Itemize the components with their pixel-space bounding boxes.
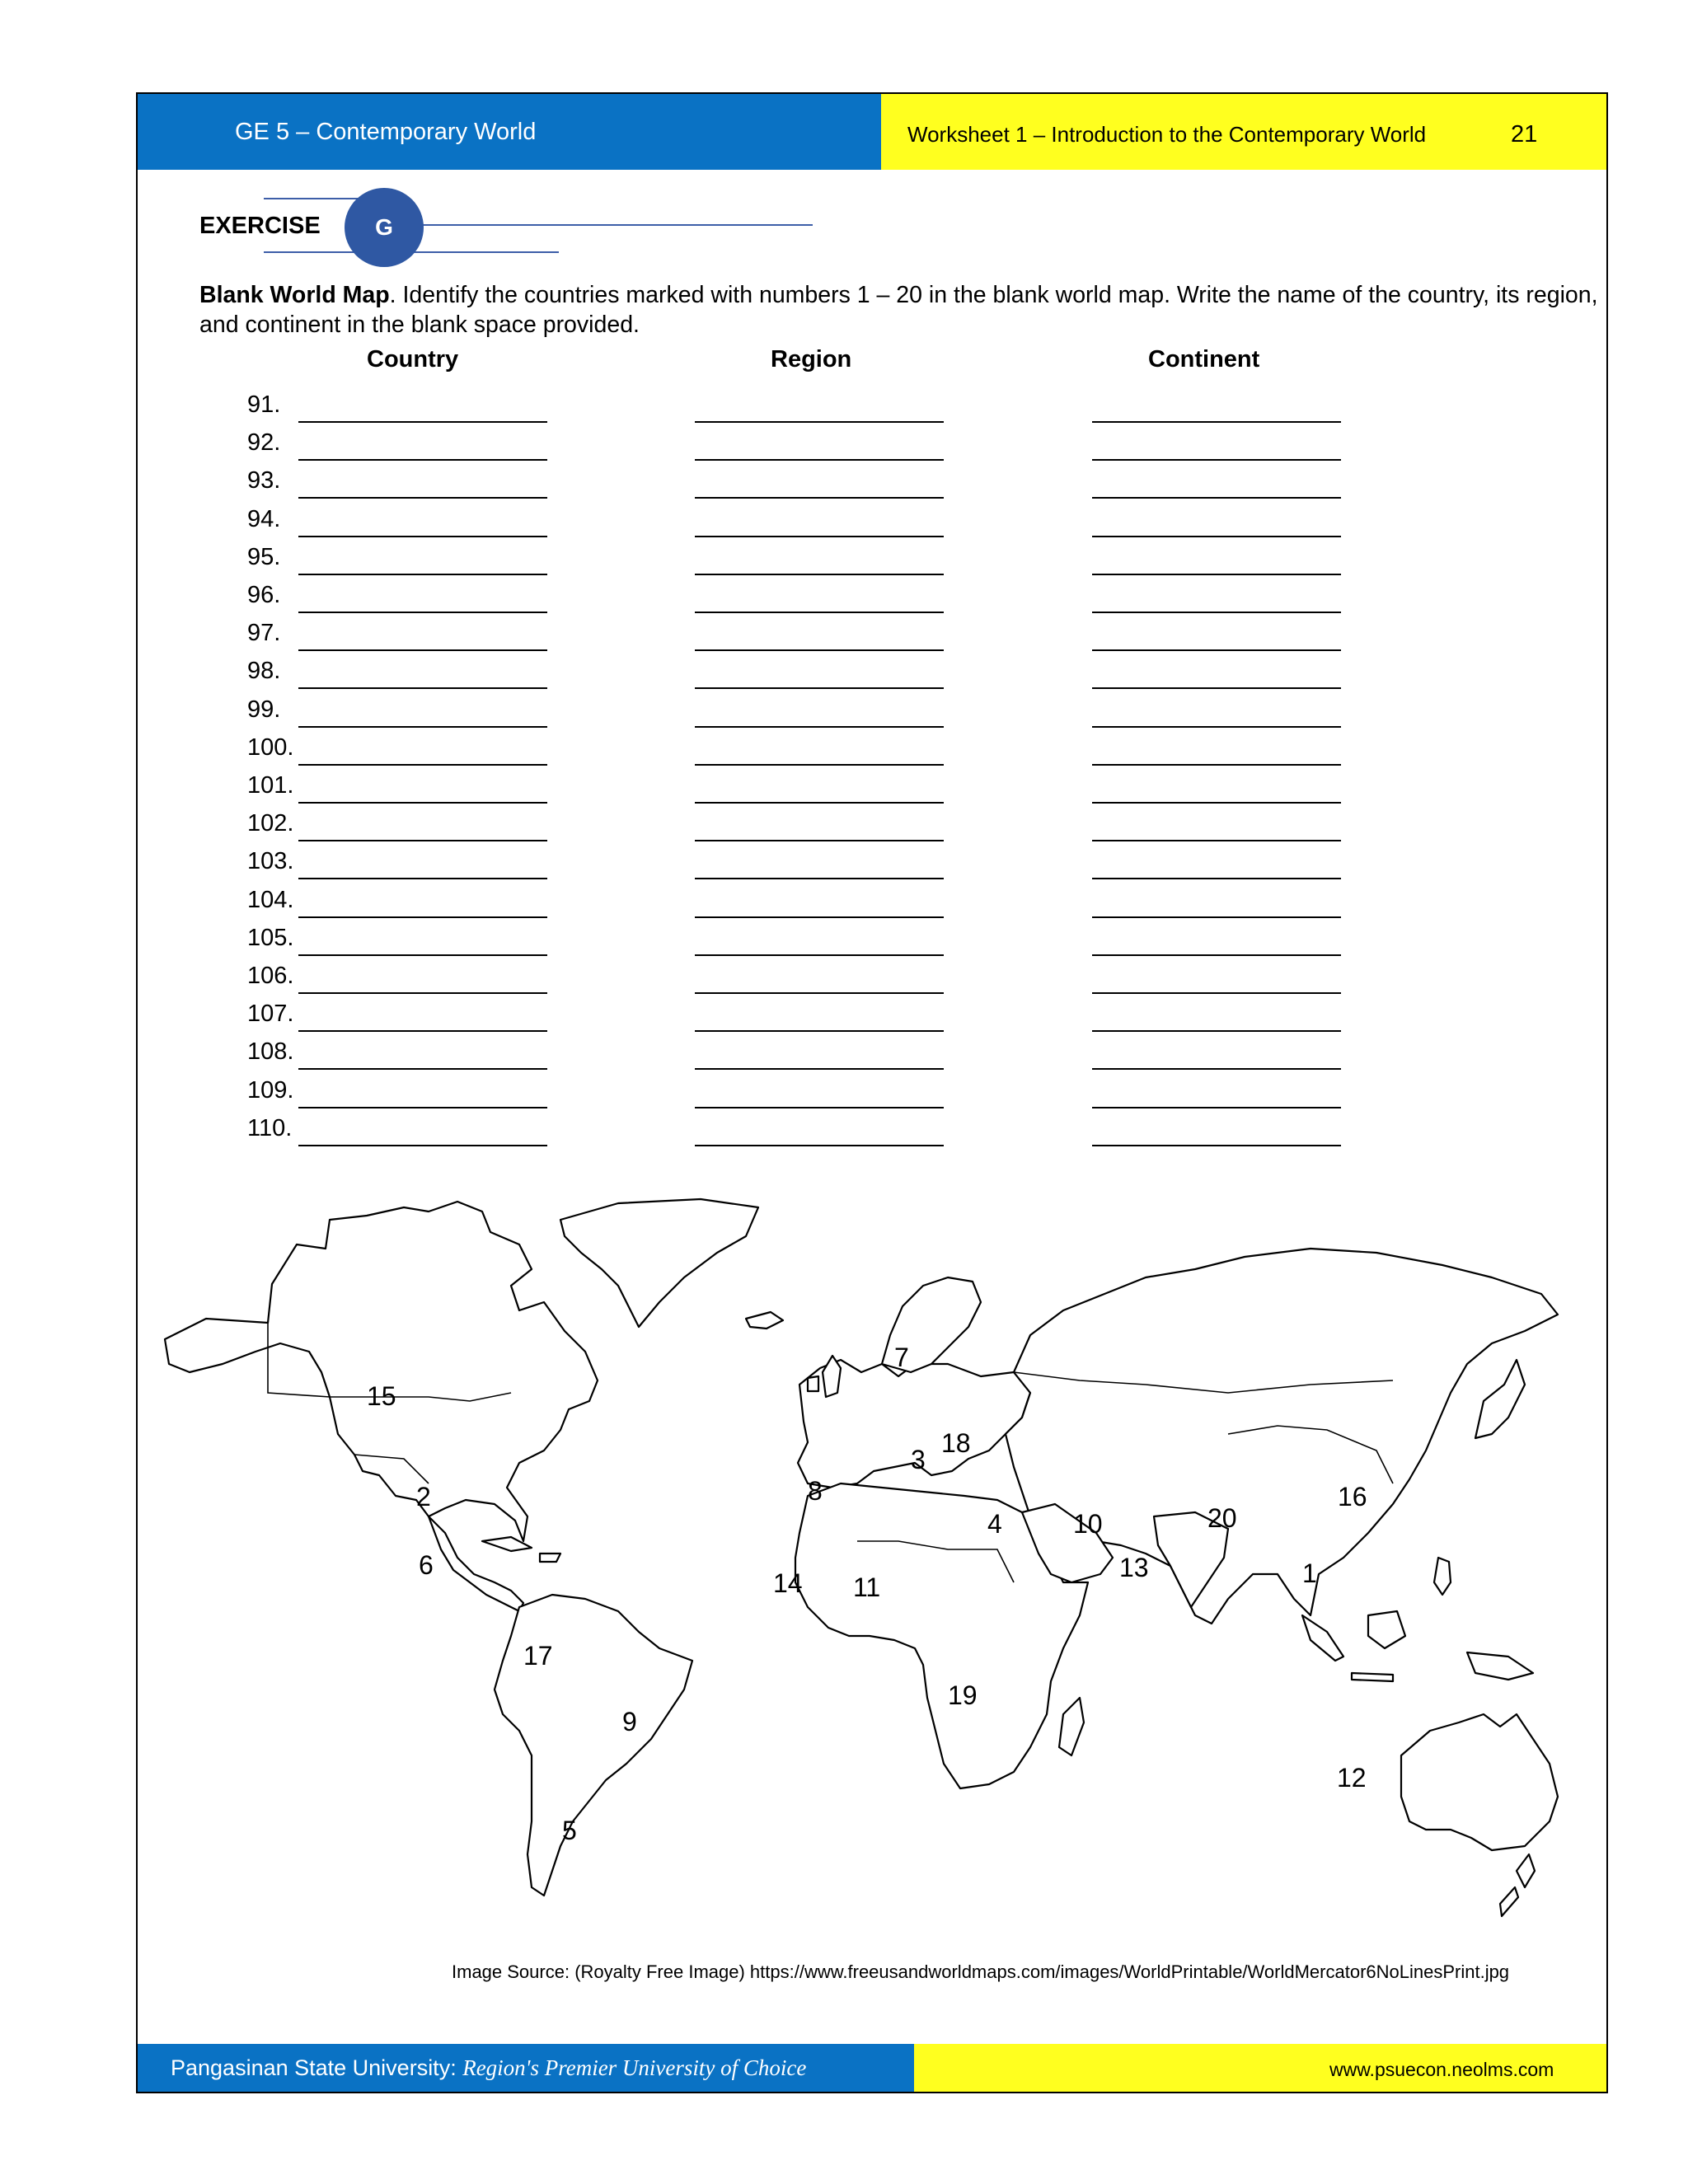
region-blank[interactable] [695, 649, 944, 651]
item-number: 96. [247, 582, 281, 608]
country-blank[interactable] [298, 1068, 547, 1070]
country-blank[interactable] [298, 459, 547, 461]
exercise-decor-line [404, 224, 813, 226]
country-blank[interactable] [298, 687, 547, 689]
country-blank[interactable] [298, 1107, 547, 1108]
item-number: 104. [247, 886, 294, 913]
item-number: 99. [247, 696, 281, 723]
worksheet-title: Worksheet 1 – Introduction to the Contemporary World [907, 122, 1427, 147]
map-label-9: 9 [622, 1707, 637, 1736]
continent-blank[interactable] [1092, 536, 1341, 537]
map-label-7: 7 [894, 1343, 909, 1372]
continent-blank[interactable] [1092, 1107, 1341, 1108]
country-blank[interactable] [298, 1145, 547, 1146]
region-blank[interactable] [695, 992, 944, 994]
continent-blank[interactable] [1092, 802, 1341, 804]
country-blank[interactable] [298, 1030, 547, 1032]
column-heading-continent: Continent [1148, 346, 1260, 373]
item-number: 103. [247, 848, 294, 875]
continent-blank[interactable] [1092, 726, 1341, 728]
answer-row [0, 391, 1688, 429]
map-label-19: 19 [948, 1680, 978, 1710]
continent-blank[interactable] [1092, 421, 1341, 423]
region-blank[interactable] [695, 840, 944, 841]
country-blank[interactable] [298, 536, 547, 537]
region-blank[interactable] [695, 878, 944, 879]
footer-university [171, 2055, 806, 2081]
region-blank[interactable] [695, 726, 944, 728]
country-blank[interactable] [298, 574, 547, 575]
world-map [157, 1187, 1591, 1929]
continent-blank[interactable] [1092, 497, 1341, 499]
continent-blank[interactable] [1092, 878, 1341, 879]
region-blank[interactable] [695, 612, 944, 613]
map-central-america [429, 1516, 523, 1611]
footer-university-name: Pangasinan State University: [171, 2055, 463, 2080]
column-heading-region: Region [771, 346, 852, 373]
region-blank[interactable] [695, 1107, 944, 1108]
country-blank[interactable] [298, 954, 547, 956]
answer-row [0, 429, 1688, 467]
footer-university-bar [138, 2044, 914, 2092]
region-blank[interactable] [695, 1145, 944, 1146]
country-blank[interactable] [298, 992, 547, 994]
answer-row [0, 1077, 1688, 1115]
item-number: 100. [247, 733, 294, 761]
country-blank[interactable] [298, 916, 547, 918]
course-title: GE 5 – Contemporary World [235, 119, 537, 145]
map-new-zealand-south [1500, 1887, 1518, 1916]
map-label-16: 16 [1338, 1482, 1367, 1511]
map-label-6: 6 [419, 1550, 434, 1580]
instructions [199, 280, 1602, 340]
answer-row [0, 848, 1688, 886]
answer-row [0, 925, 1688, 963]
item-number: 107. [247, 1001, 294, 1028]
item-number: 108. [247, 1038, 294, 1066]
item-number: 93. [247, 467, 281, 494]
map-label-5: 5 [562, 1816, 577, 1845]
item-number: 102. [247, 810, 294, 837]
map-philippines [1434, 1558, 1451, 1595]
answer-row [0, 887, 1688, 925]
map-japan [1475, 1360, 1525, 1438]
map-label-17: 17 [523, 1641, 553, 1671]
continent-blank[interactable] [1092, 992, 1341, 994]
country-blank[interactable] [298, 497, 547, 499]
map-label-1: 1 [1302, 1558, 1317, 1588]
map-north-america [165, 1202, 598, 1541]
map-label-11: 11 [853, 1572, 881, 1602]
region-blank[interactable] [695, 536, 944, 537]
answer-row [0, 963, 1688, 1001]
answer-row [0, 1038, 1688, 1076]
column-heading-country: Country [367, 346, 459, 373]
header-worksheet-bar [881, 94, 1606, 170]
item-number: 105. [247, 924, 294, 951]
region-blank[interactable] [695, 764, 944, 766]
country-blank[interactable] [298, 802, 547, 804]
continent-blank[interactable] [1092, 764, 1341, 766]
map-label-4: 4 [987, 1509, 1002, 1539]
map-label-2: 2 [416, 1482, 431, 1511]
map-java [1352, 1673, 1393, 1681]
map-hispaniola [540, 1554, 560, 1562]
map-australia [1401, 1714, 1558, 1850]
world-map-svg [157, 1187, 1591, 1929]
region-blank[interactable] [695, 916, 944, 918]
country-blank[interactable] [298, 840, 547, 841]
region-blank[interactable] [695, 802, 944, 804]
continent-blank[interactable] [1092, 840, 1341, 841]
header-course-bar [138, 94, 881, 170]
region-blank[interactable] [695, 459, 944, 461]
country-blank[interactable] [298, 612, 547, 613]
continent-blank[interactable] [1092, 459, 1341, 461]
region-blank[interactable] [695, 687, 944, 689]
map-label-10: 10 [1073, 1509, 1103, 1539]
country-blank[interactable] [298, 421, 547, 423]
footer-motto: Region's Premier University of Choice [462, 2055, 807, 2080]
map-iceland [746, 1312, 783, 1329]
answer-row [0, 810, 1688, 848]
map-label-20: 20 [1207, 1503, 1237, 1533]
continent-blank[interactable] [1092, 916, 1341, 918]
item-number: 97. [247, 620, 281, 647]
map-label-15: 15 [367, 1381, 396, 1411]
item-number: 98. [247, 658, 281, 685]
answer-row [0, 658, 1688, 696]
continent-blank[interactable] [1092, 1030, 1341, 1032]
item-number: 106. [247, 963, 294, 989]
image-source-caption: Image Source: (Royalty Free Image) https://www.freeusandworldmaps.com/images/WorldPrintable/WorldMercator6NoLinesPrint.jpg [452, 1961, 1510, 1982]
region-blank[interactable] [695, 1030, 944, 1032]
country-blank[interactable] [298, 649, 547, 651]
map-label-3: 3 [911, 1445, 926, 1474]
item-number: 91. [247, 391, 281, 418]
continent-blank[interactable] [1092, 1068, 1341, 1070]
exercise-letter-badge: G [345, 188, 424, 267]
map-new-guinea [1467, 1652, 1533, 1680]
region-blank[interactable] [695, 421, 944, 423]
region-blank[interactable] [695, 1068, 944, 1070]
item-number: 95. [247, 543, 281, 570]
item-number: 92. [247, 429, 281, 457]
answer-row [0, 772, 1688, 810]
item-number: 94. [247, 505, 281, 532]
page-number: 21 [1511, 121, 1538, 148]
continent-blank[interactable] [1092, 649, 1341, 651]
answer-row [0, 467, 1688, 505]
exercise-label: EXERCISE [199, 213, 321, 239]
instructions-title: Blank World Map [199, 282, 390, 308]
answer-row [0, 544, 1688, 582]
instructions-text: . Identify the countries marked with numbers 1 – 20 in the blank world map. Write the name of the country, its region, and continent in the blank space provided. [199, 282, 1598, 338]
footer-website-bar [914, 2044, 1606, 2092]
region-blank[interactable] [695, 497, 944, 499]
answer-row [0, 1001, 1688, 1038]
continent-blank[interactable] [1092, 574, 1341, 575]
map-borneo [1368, 1611, 1405, 1648]
exercise-decor-line [264, 198, 361, 199]
map-label-14: 14 [773, 1568, 803, 1598]
continent-blank[interactable] [1092, 954, 1341, 956]
country-blank[interactable] [298, 726, 547, 728]
map-madagascar [1059, 1698, 1084, 1755]
map-label-13: 13 [1119, 1553, 1149, 1582]
item-number: 109. [247, 1076, 294, 1104]
map-greenland [560, 1199, 758, 1327]
continent-blank[interactable] [1092, 612, 1341, 613]
map-label-12: 12 [1337, 1763, 1367, 1793]
answer-row [0, 734, 1688, 772]
map-south-america [495, 1595, 692, 1896]
map-ireland [808, 1376, 818, 1391]
footer-website: www.psuecon.neolms.com [1329, 2059, 1554, 2080]
answer-row [0, 696, 1688, 734]
continent-blank[interactable] [1092, 1145, 1341, 1146]
map-new-zealand [1517, 1854, 1535, 1887]
answer-row [0, 620, 1688, 658]
map-label-8: 8 [808, 1476, 823, 1506]
item-number: 101. [247, 772, 294, 799]
map-label-18: 18 [941, 1428, 971, 1458]
answer-row [0, 506, 1688, 544]
country-blank[interactable] [298, 878, 547, 879]
country-blank[interactable] [298, 764, 547, 766]
region-blank[interactable] [695, 954, 944, 956]
item-number: 110. [247, 1114, 293, 1141]
map-sumatra [1302, 1615, 1343, 1661]
answer-row [0, 1115, 1688, 1153]
continent-blank[interactable] [1092, 687, 1341, 689]
answer-row [0, 582, 1688, 620]
region-blank[interactable] [695, 574, 944, 575]
